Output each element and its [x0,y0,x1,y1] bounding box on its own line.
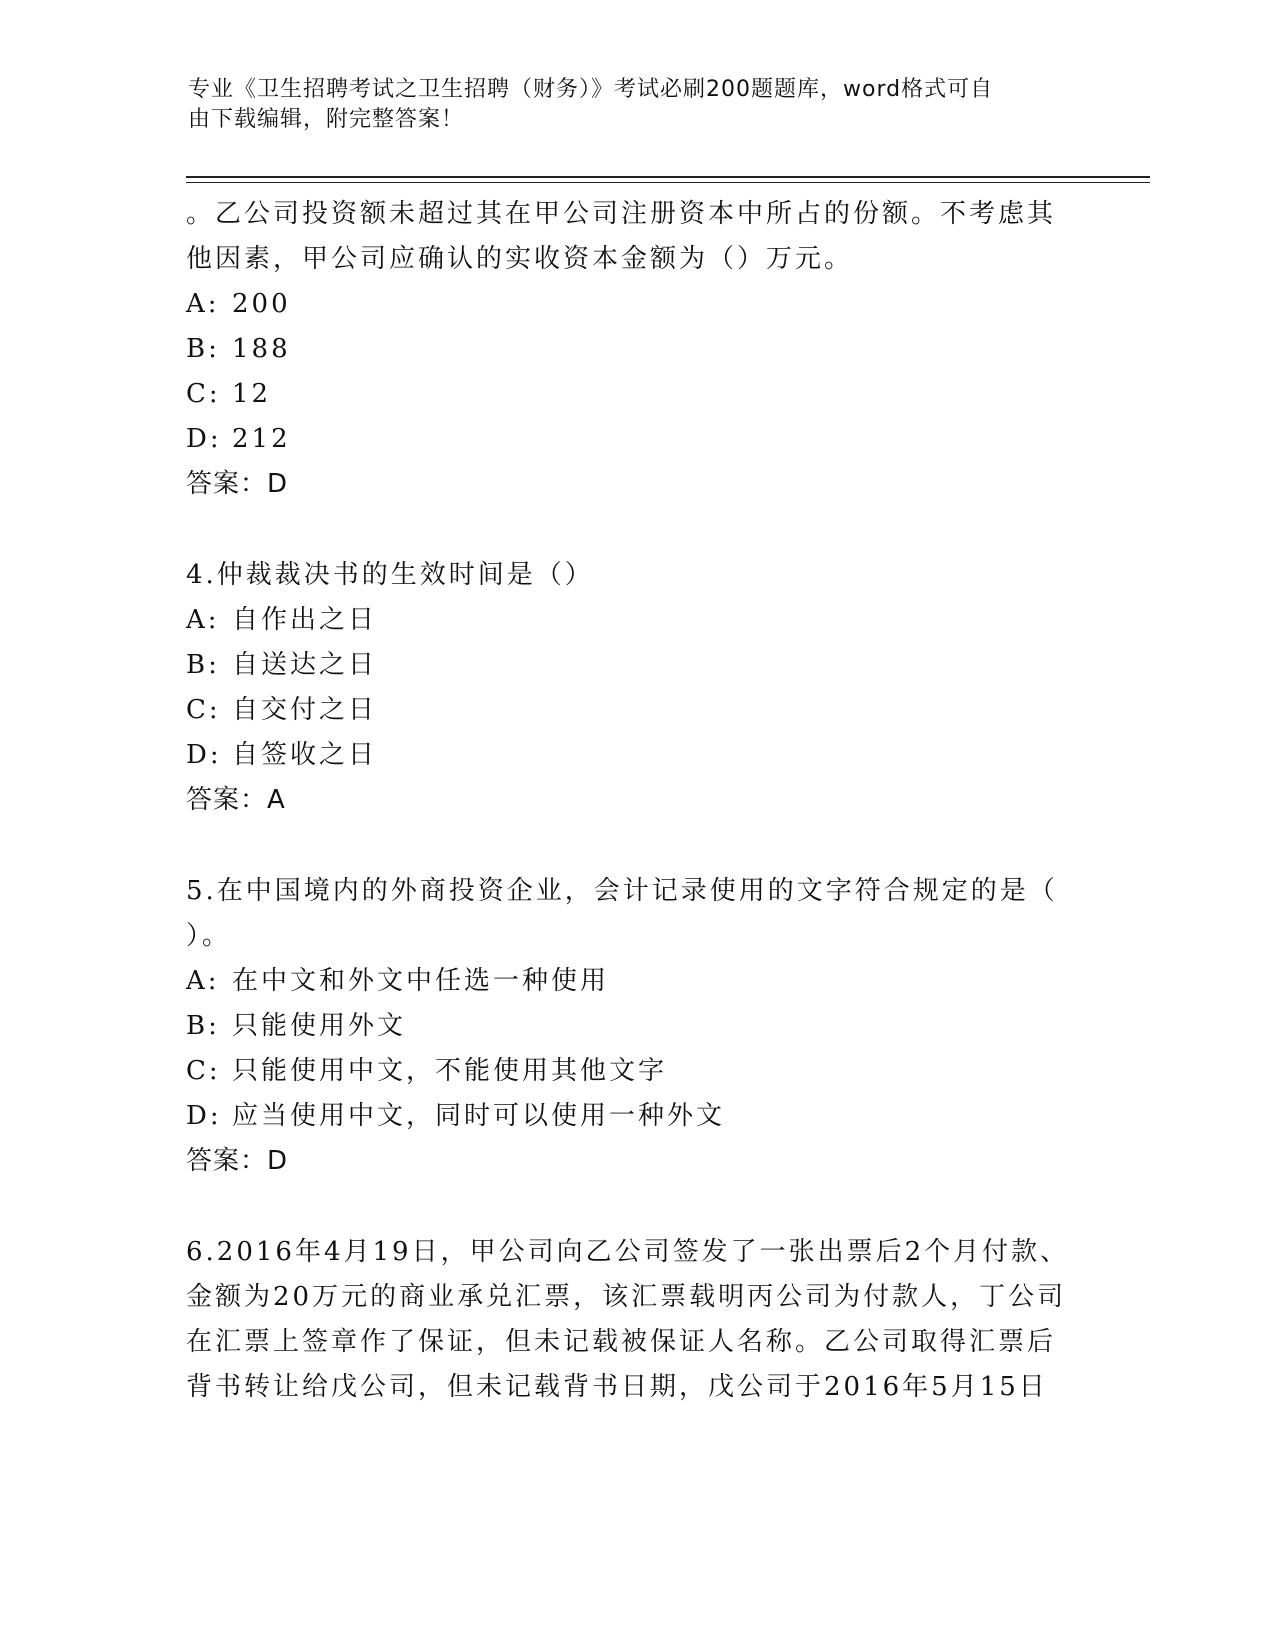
answer-line: 答案：D [186,469,289,499]
option-text: 自作出之日 [232,605,378,635]
option-label: D: [186,1101,222,1131]
option-label: A: [186,966,220,996]
question-text-line: 6.2016年4月19日，甲公司向乙公司签发了一张出票后2个月付款、 [186,1237,1070,1267]
option-b [186,1004,1086,1049]
option-a [186,598,1086,643]
option-text: 自交付之日 [232,695,378,725]
option-text: 12 [232,379,272,409]
question-text-line: 4.仲裁裁决书的生效时间是（） [186,560,594,590]
option-d [186,733,1086,778]
option-b [186,643,1086,688]
option-text: 只能使用外文 [232,1011,407,1041]
option-text: 200 [232,289,291,319]
option-label: D: [186,740,222,770]
question-3 [186,192,1086,507]
option-a [186,282,1086,327]
question-6 [186,1230,1086,1410]
option-c [186,688,1086,733]
option-text: 188 [232,334,291,364]
question-4 [186,553,1086,823]
option-label: C: [186,695,221,725]
option-a [186,959,1086,1004]
option-c [186,1049,1086,1094]
question-text-line: 5.在中国境内的外商投资企业，会计记录使用的文字符合规定的是（ [186,876,1058,906]
question-text-line: 金额为20万元的商业承兑汇票，该汇票载明丙公司为付款人，丁公司 [186,1282,1067,1312]
answer-line: 答案：D [186,1146,289,1176]
option-label: B: [186,650,220,680]
option-text: 只能使用中文，不能使用其他文字 [232,1056,668,1086]
option-label: C: [186,1056,221,1086]
option-label: A: [186,289,220,319]
option-text: 212 [232,424,291,454]
option-d [186,417,1086,462]
question-text-line: 他因素，甲公司应确认的实收资本金额为（）万元。 [186,244,854,274]
option-text: 自送达之日 [232,650,378,680]
document-header [188,75,1068,135]
header-line-1: 专业《卫生招聘考试之卫生招聘（财务）》考试必刷200题题库，word格式可自 [188,77,994,102]
option-c [186,372,1086,417]
question-5 [186,869,1086,1184]
question-text-line: ）。 [186,921,232,951]
header-line-2: 由下载编辑，附完整答案！ [188,107,465,132]
document-body [186,192,1086,1410]
option-b [186,327,1086,372]
option-text: 在中文和外文中任选一种使用 [232,966,610,996]
option-text: 应当使用中文，同时可以使用一种外文 [232,1101,726,1131]
option-label: B: [186,334,220,364]
answer-line: 答案：A [186,785,286,815]
question-text-line: 。乙公司投资额未超过其在甲公司注册资本中所占的份额。不考虑其 [186,199,1057,229]
header-rule-thin [186,182,1150,183]
option-text: 自签收之日 [232,740,378,770]
header-rule-thick [186,176,1150,178]
question-text-line: 在汇票上签章作了保证，但未记载被保证人名称。乙公司取得汇票后 [186,1327,1057,1357]
option-label: A: [186,605,220,635]
question-text-line: 背书转让给戊公司，但未记载背书日期，戊公司于2016年5月15日 [186,1372,1048,1402]
option-label: C: [186,379,221,409]
option-label: D: [186,424,222,454]
option-label: B: [186,1011,220,1041]
option-d [186,1094,1086,1139]
